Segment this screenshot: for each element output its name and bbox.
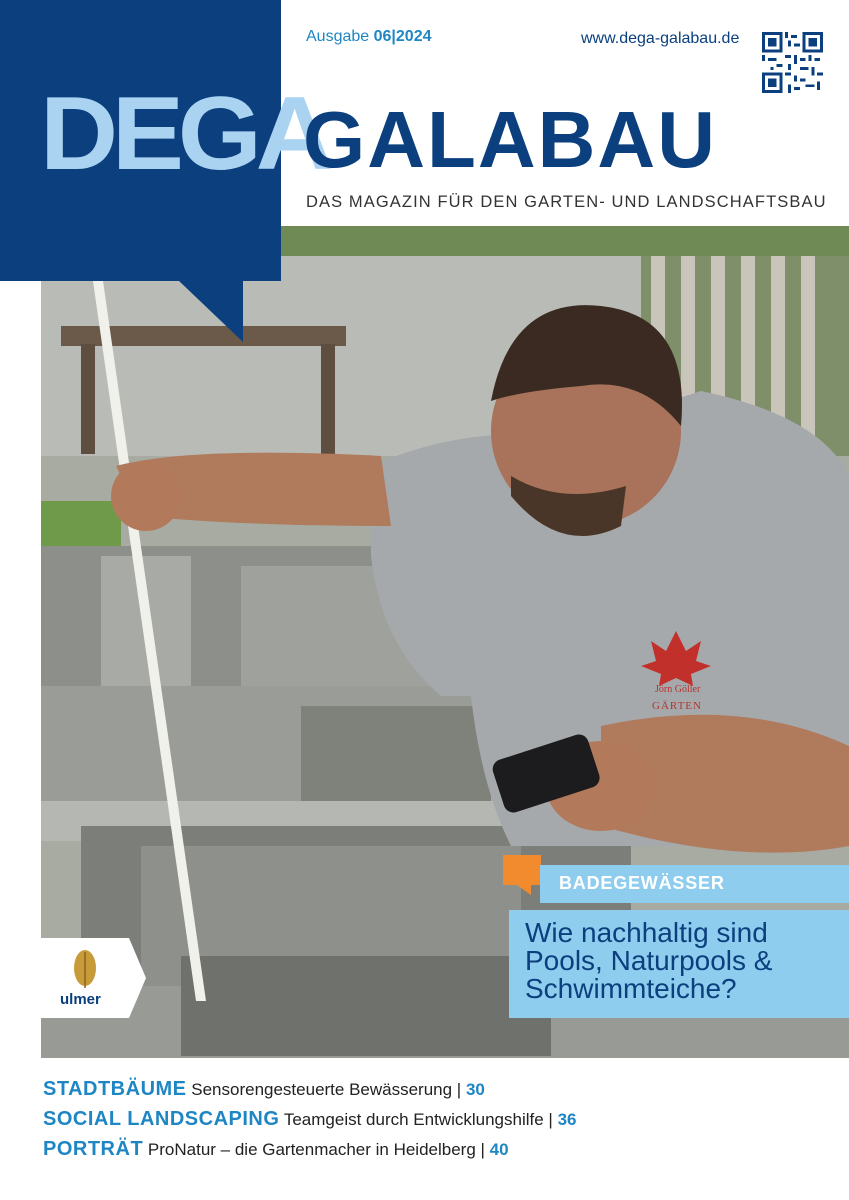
- contents-text: Teamgeist durch Entwicklungshilfe |: [283, 1110, 553, 1129]
- contents-keyword: SOCIAL LANDSCAPING: [43, 1108, 280, 1130]
- teaser-kicker: BADEGEWÄSSER: [559, 873, 725, 893]
- issue-info: [306, 28, 432, 46]
- brand-logo: DEGA: [40, 76, 328, 192]
- contents-keyword: STADTBÄUME: [43, 1078, 187, 1100]
- contents-page: 40: [489, 1140, 509, 1159]
- shirt-logo-line2: GÄRTEN: [652, 700, 702, 712]
- contents-keyword: PORTRÄT: [43, 1138, 144, 1160]
- speech-bubble-icon: [503, 855, 541, 895]
- website-link[interactable]: www.dega-galabau.de: [581, 30, 740, 47]
- contents-item[interactable]: [43, 1138, 509, 1161]
- contents-item[interactable]: [43, 1108, 577, 1131]
- magazine-subtitle: DAS MAGAZIN FÜR DEN GARTEN- UND LANDSCHAFTSBAU: [306, 193, 827, 211]
- publisher-name: ulmer: [60, 991, 101, 1008]
- logo-speech-tail: [178, 280, 243, 342]
- issue-label: Ausgabe: [306, 28, 370, 45]
- teaser-headline: Wie nachhaltig sind Pools, Naturpools & Schwimmteiche?: [525, 917, 773, 1004]
- contents-item[interactable]: [43, 1078, 485, 1101]
- contents-page: 36: [557, 1110, 577, 1129]
- contents-text: Sensorengesteuerte Bewässerung |: [191, 1080, 462, 1099]
- contents-page: 30: [465, 1080, 485, 1099]
- contents-text: ProNatur – die Gartenmacher in Heidelberg |: [147, 1140, 485, 1159]
- magazine-title: GALABAU: [303, 95, 717, 184]
- qr-code-icon[interactable]: [762, 32, 823, 93]
- shirt-logo-line1: Jörn Göller: [655, 684, 701, 695]
- issue-number: 06|2024: [373, 28, 432, 45]
